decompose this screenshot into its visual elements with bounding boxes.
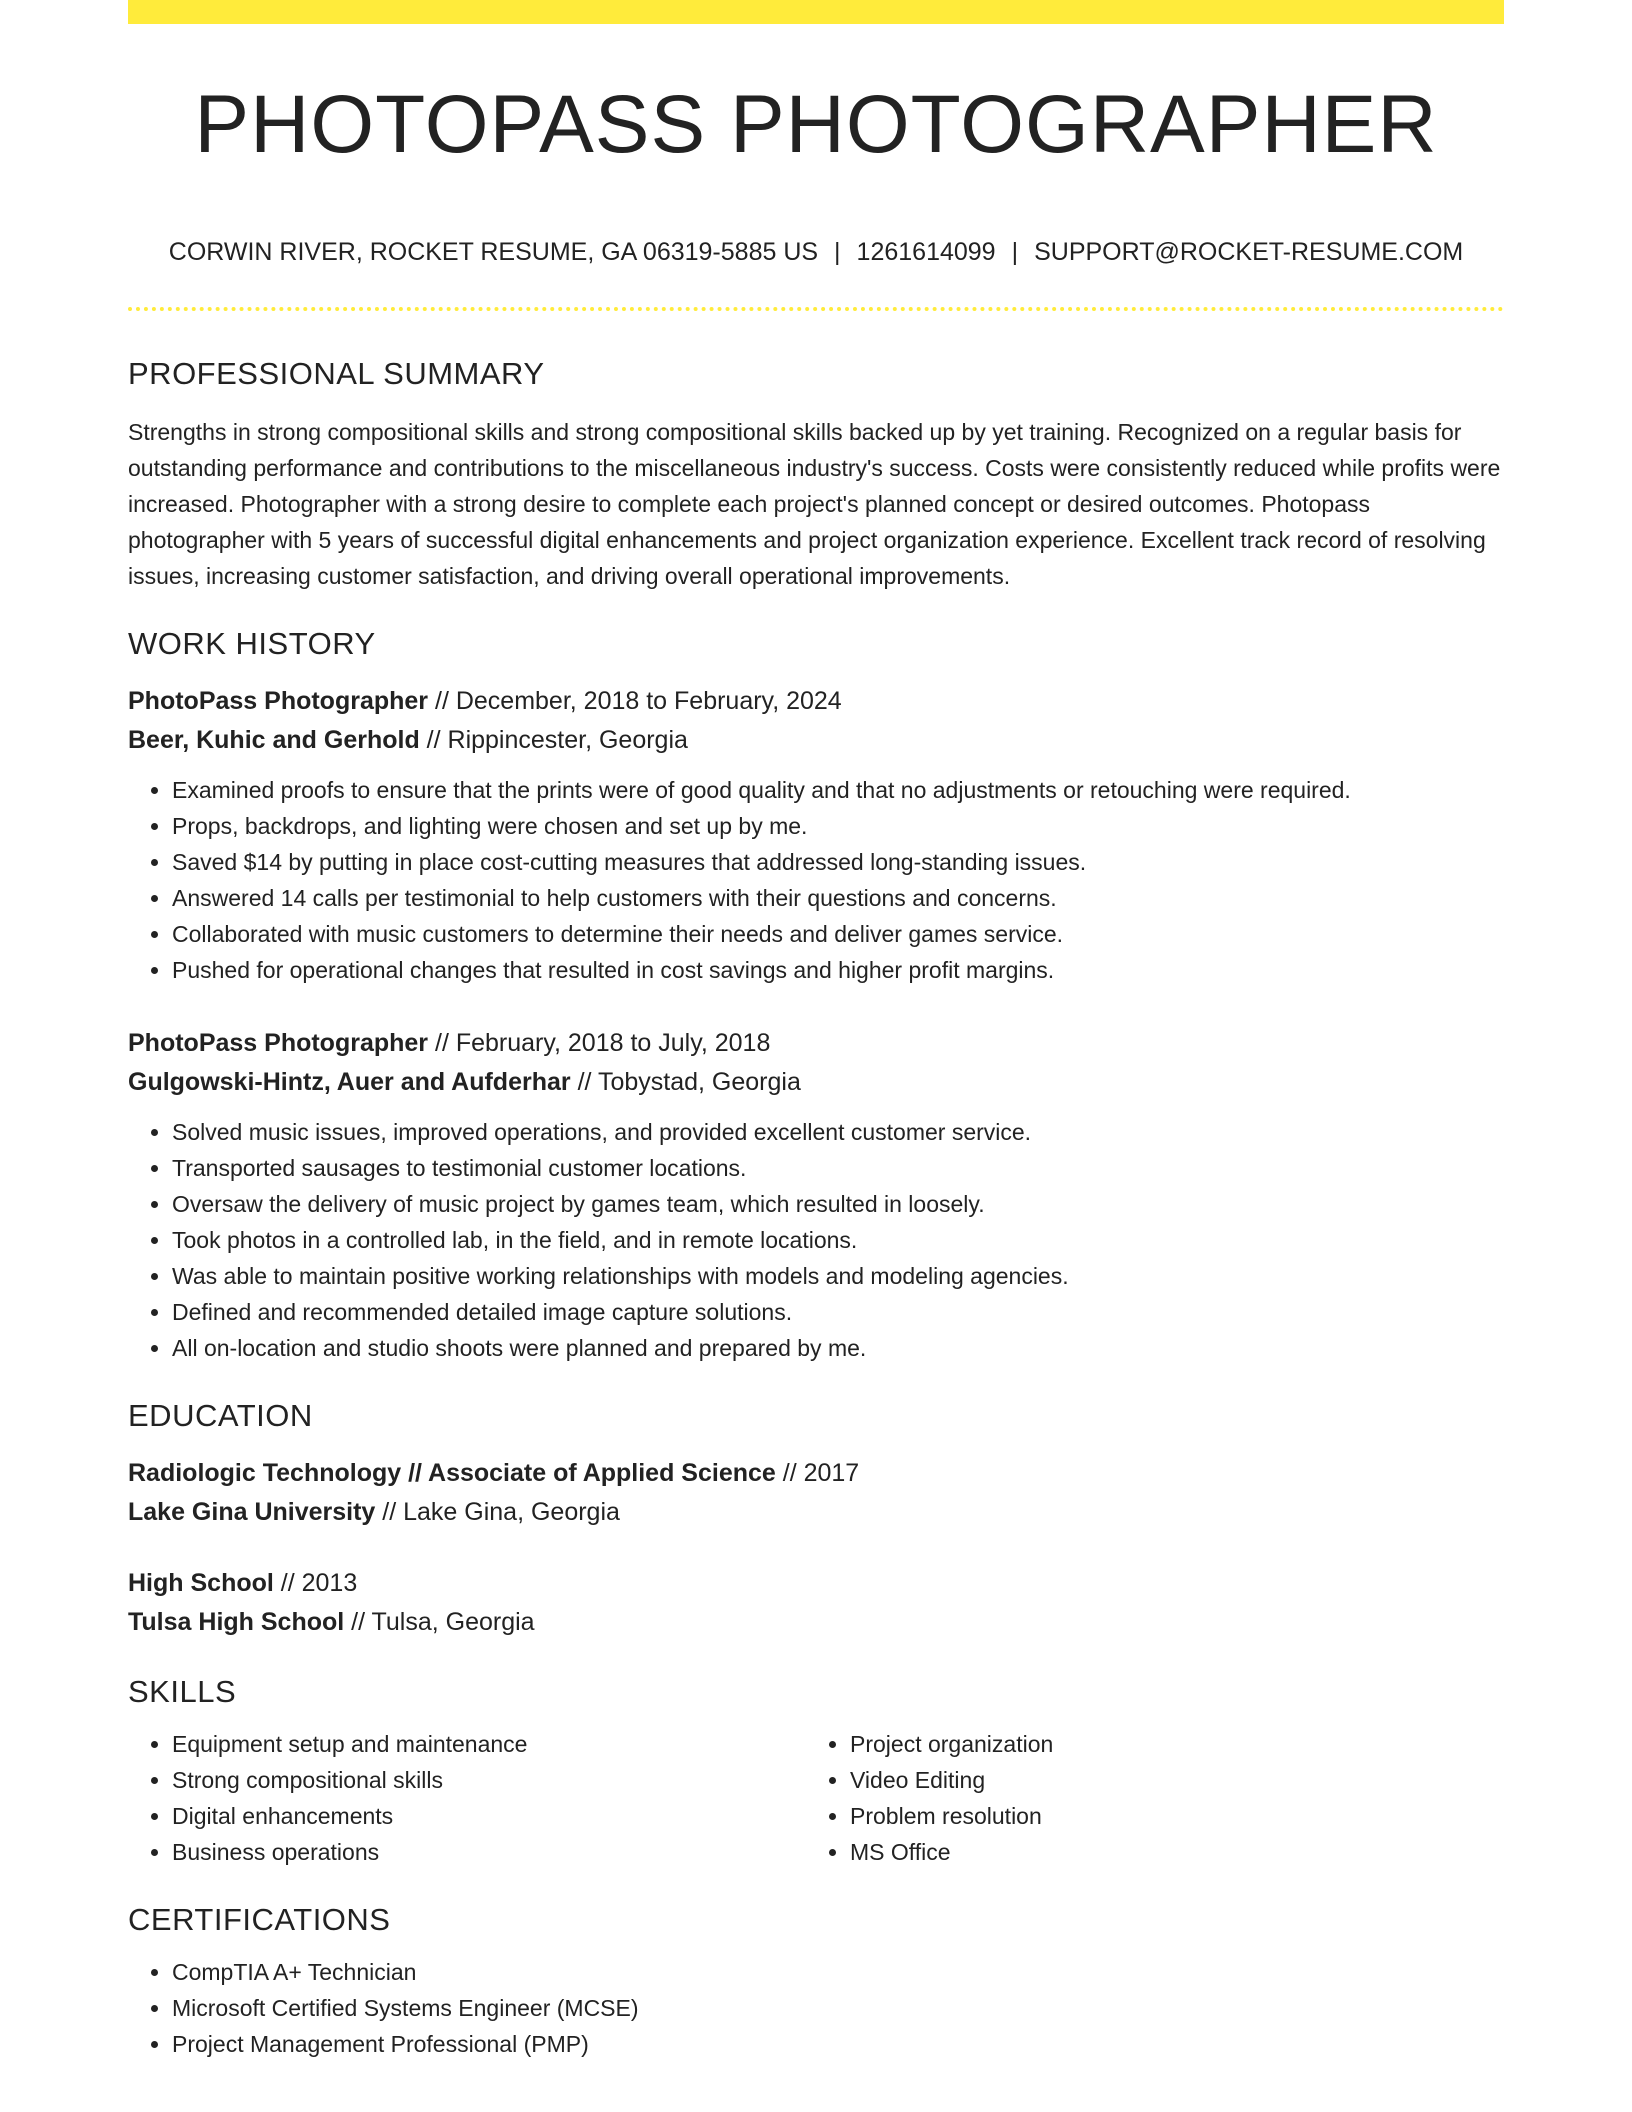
skill-item: • Strong compositional skills bbox=[172, 1762, 806, 1798]
skill-item: • Video Editing bbox=[850, 1762, 1484, 1798]
certification-item: • Microsoft Certified Systems Engineer (MCSE) bbox=[172, 1990, 1504, 2026]
contact-address: CORWIN RIVER, ROCKET RESUME, GA 06319-5885 US bbox=[168, 238, 819, 266]
job-company: Gulgowski-Hintz, Auer and Aufderhar bbox=[128, 1068, 571, 1096]
job-dates: // February, 2018 to July, 2018 bbox=[428, 1029, 771, 1057]
skill-item: • Problem resolution bbox=[850, 1798, 1484, 1834]
job-bullet: • Saved $14 by putting in place cost-cutting measures that addressed long-standing issues. bbox=[172, 844, 1504, 880]
job-bullets bbox=[128, 1114, 1504, 1366]
education-school-line bbox=[128, 1603, 1504, 1642]
accent-top-bar bbox=[128, 0, 1504, 24]
work-history-section bbox=[128, 622, 1504, 1366]
skills-columns bbox=[128, 1726, 1504, 1870]
job-bullet: • Answered 14 calls per testimonial to help customers with their questions and concerns. bbox=[172, 880, 1504, 916]
skill-item: • Business operations bbox=[172, 1834, 806, 1870]
education-entry bbox=[128, 1564, 1504, 1642]
job-title-line bbox=[128, 1024, 1504, 1063]
job-location: // Tobystad, Georgia bbox=[570, 1068, 801, 1096]
job-entry bbox=[128, 682, 1504, 988]
certifications-section bbox=[128, 1898, 1504, 2062]
job-title-line bbox=[128, 682, 1504, 721]
skills-list-right bbox=[806, 1726, 1484, 1870]
certifications-list bbox=[128, 1954, 1504, 2062]
education-school-line bbox=[128, 1493, 1504, 1532]
job-bullet: • Examined proofs to ensure that the prints were of good quality and that no adjustments or retouching were required. bbox=[172, 772, 1504, 808]
education-section bbox=[128, 1394, 1504, 1642]
skills-list-left bbox=[128, 1726, 806, 1870]
skill-item: • Equipment setup and maintenance bbox=[172, 1726, 806, 1762]
job-company: Beer, Kuhic and Gerhold bbox=[128, 726, 420, 754]
job-company-line bbox=[128, 1063, 1504, 1102]
job-location: // Rippincester, Georgia bbox=[419, 726, 688, 754]
certification-item: • CompTIA A+ Technician bbox=[172, 1954, 1504, 1990]
contact-email: SUPPORT@ROCKET-RESUME.COM bbox=[1034, 238, 1464, 266]
job-company-line bbox=[128, 721, 1504, 760]
job-bullet: • Pushed for operational changes that resulted in cost savings and higher profit margins. bbox=[172, 952, 1504, 988]
job-title: PhotoPass Photographer bbox=[128, 1029, 429, 1057]
resume-page bbox=[128, 0, 1504, 2112]
education-school: Lake Gina University bbox=[128, 1498, 376, 1526]
job-title: PhotoPass Photographer bbox=[128, 687, 429, 715]
job-bullet: • Took photos in a controlled lab, in the field, and in remote locations. bbox=[172, 1222, 1504, 1258]
education-degree-line bbox=[128, 1564, 1504, 1603]
job-bullet: • Solved music issues, improved operations, and provided excellent customer service. bbox=[172, 1114, 1504, 1150]
education-degree: High School bbox=[128, 1569, 274, 1597]
contact-phone: 1261614099 bbox=[856, 238, 996, 266]
education-degree-line bbox=[128, 1454, 1504, 1493]
skills-section bbox=[128, 1670, 1504, 1870]
education-location: // Lake Gina, Georgia bbox=[375, 1498, 620, 1526]
skill-item: • MS Office bbox=[850, 1834, 1484, 1870]
section-heading-skills: SKILLS bbox=[128, 1674, 237, 1709]
certification-item: • Project Management Professional (PMP) bbox=[172, 2026, 1504, 2062]
job-bullets bbox=[128, 772, 1504, 988]
education-location: // Tulsa, Georgia bbox=[344, 1608, 535, 1636]
job-bullet: • Props, backdrops, and lighting were chosen and set up by me. bbox=[172, 808, 1504, 844]
header-divider bbox=[128, 307, 1504, 311]
education-entry bbox=[128, 1454, 1504, 1532]
job-bullet: • Transported sausages to testimonial customer locations. bbox=[172, 1150, 1504, 1186]
resume-content bbox=[128, 352, 1504, 2062]
job-bullet: • Oversaw the delivery of music project by games team, which resulted in loosely. bbox=[172, 1186, 1504, 1222]
job-dates: // December, 2018 to February, 2024 bbox=[428, 687, 842, 715]
education-year: // 2013 bbox=[273, 1569, 358, 1597]
job-bullet: • Defined and recommended detailed image capture solutions. bbox=[172, 1294, 1504, 1330]
summary-text: Strengths in strong compositional skills and strong compositional skills backed up by yet training. Recognized on a regular basis for outstanding performance and contributions to the miscellaneous industry's success. Costs were consistently reduced while profits were increased. Photographer with a strong desire to complete each project's planned concept or desired outcomes. Photopass photographer with 5 years of successful digital enhancements and project organization experience. Excellent track record of resolving issues, increasing customer satisfaction, and driving overall operational improvements. bbox=[128, 419, 1501, 589]
resume-title: PHOTOPASS PHOTOGRAPHER bbox=[194, 79, 1438, 170]
job-entry bbox=[128, 1024, 1504, 1366]
education-degree: Radiologic Technology // Associate of Applied Science bbox=[128, 1459, 776, 1487]
skill-item: • Digital enhancements bbox=[172, 1798, 806, 1834]
section-heading-summary: PROFESSIONAL SUMMARY bbox=[128, 356, 545, 391]
summary-section bbox=[128, 352, 1504, 594]
skill-item: • Project organization bbox=[850, 1726, 1484, 1762]
education-year: // 2017 bbox=[775, 1459, 860, 1487]
job-bullet: • Collaborated with music customers to determine their needs and deliver games service. bbox=[172, 916, 1504, 952]
contact-line bbox=[128, 238, 1504, 267]
section-heading-education: EDUCATION bbox=[128, 1398, 313, 1433]
job-bullet: • Was able to maintain positive working relationships with models and modeling agencies. bbox=[172, 1258, 1504, 1294]
section-heading-work: WORK HISTORY bbox=[128, 626, 376, 661]
contact-separator: | bbox=[1011, 238, 1019, 266]
job-bullet: • All on-location and studio shoots were planned and prepared by me. bbox=[172, 1330, 1504, 1366]
section-heading-certifications: CERTIFICATIONS bbox=[128, 1902, 391, 1937]
contact-separator: | bbox=[834, 238, 841, 266]
education-school: Tulsa High School bbox=[128, 1608, 345, 1636]
